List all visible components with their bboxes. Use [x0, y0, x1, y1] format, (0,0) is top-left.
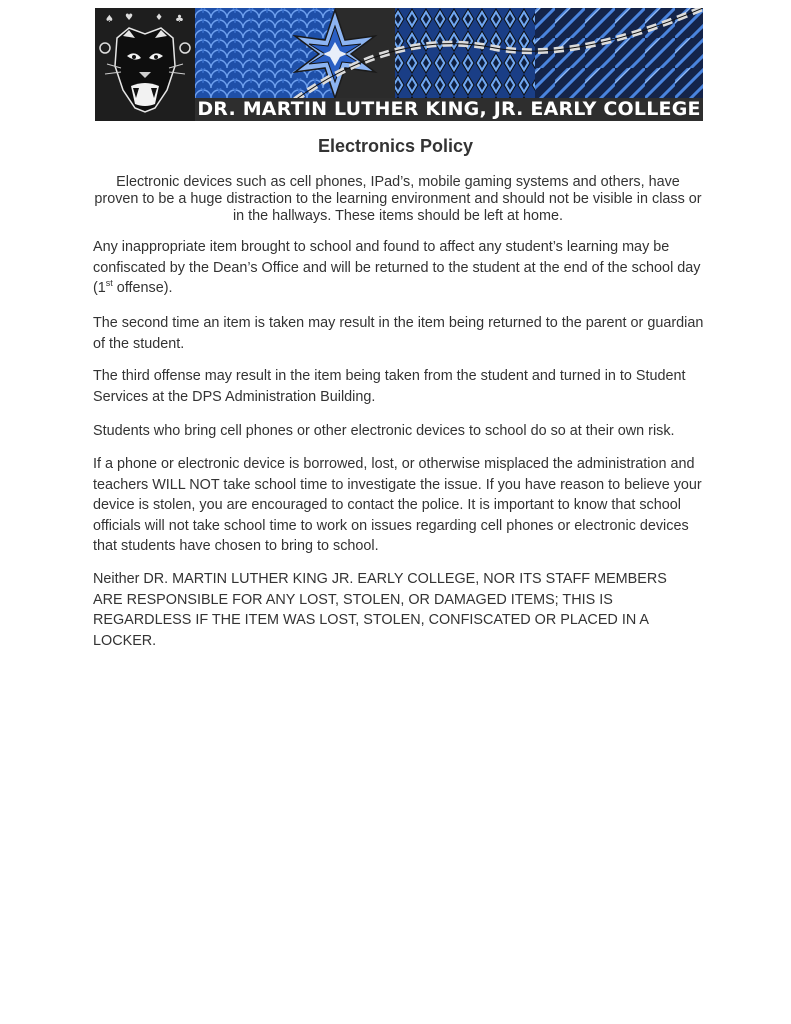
- school-name: DR. MARTIN LUTHER KING, JR. EARLY COLLEGE: [195, 98, 703, 121]
- policy-paragraph-own-risk: Students who bring cell phones or other electronic devices to school do so at their own risk.: [93, 423, 675, 439]
- policy-paragraph-third-offense: The third offense may result in the item being taken from the student and turned in to Student Services at the DPS Administration Building.: [93, 368, 686, 405]
- policy-paragraph-lost-devices: If a phone or electronic device is borrowed, lost, or otherwise misplaced the administration and teachers WILL NOT take school time to investigate the issue. If you have reason to believe your device is stolen, you are encouraged to contact the police. It is important to know that school officials will not take school time to work on issues regarding cell phones or electronic devices that students have chosen to bring to school.: [93, 456, 702, 554]
- tribal-pattern-art: [195, 8, 703, 100]
- svg-text:♥: ♥: [125, 13, 134, 23]
- intro-paragraph: Electronic devices such as cell phones, IPad’s, mobile gaming systems and others, have proven to be a huge distraction to the learning environment and should not be visible in class or in the hallways. These items should be left at home.: [94, 174, 702, 224]
- page-title: Electronics Policy: [317, 136, 474, 156]
- header-banner: [95, 8, 703, 121]
- svg-text:♣: ♣: [175, 14, 184, 25]
- first-offense-text: Any inappropriate item brought to school and found to affect any student’s learning may be confiscated by the Dean’s Office and will be returned to the student at the end of the school day (1: [93, 239, 701, 296]
- svg-text:♠: ♠: [105, 14, 114, 25]
- svg-text:♦: ♦: [155, 13, 164, 23]
- panther-logo: [95, 8, 195, 121]
- policy-paragraph-liability: Neither DR. MARTIN LUTHER KING JR. EARLY COLLEGE, NOR ITS STAFF MEMBERS ARE RESPONSIBLE FOR ANY LOST, STOLEN, OR DAMAGED ITEMS; THIS IS REGARDLESS IF THE ITEM WAS LOST, STOLEN, CONFISCATED OR PLACED IN A LOCKER.: [93, 571, 667, 649]
- policy-paragraph-first-offense: [93, 237, 705, 299]
- policy-paragraph-second-offense: The second time an item is taken may result in the item being returned to the parent or guardian of the student.: [93, 315, 704, 352]
- ordinal-superscript: st: [105, 278, 113, 289]
- first-offense-end: offense).: [112, 280, 173, 296]
